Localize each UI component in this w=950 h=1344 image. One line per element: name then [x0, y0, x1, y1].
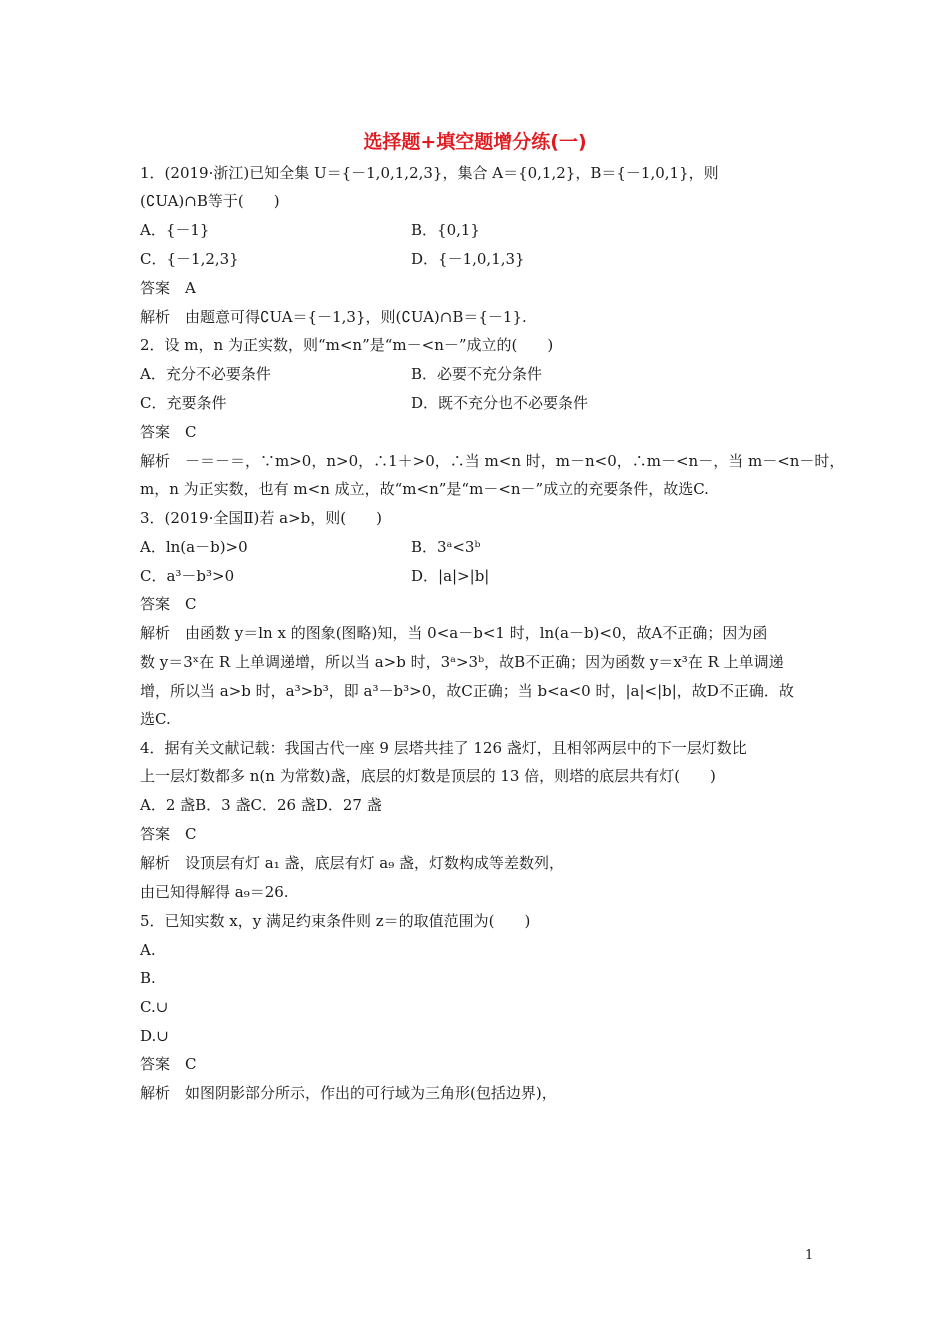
q3-option-a: A．ln(a－b)>0: [140, 538, 248, 556]
q3-analysis-line-1: 解析 由函数 y＝ln x 的图象(图略)知，当 0<a－b<1 时，ln(a－b)<0，故A不正确；因为函: [140, 624, 768, 642]
q5-analysis-line-1: 解析 如图阴影部分所示，作出的可行域为三角形(包括边界)，: [140, 1084, 557, 1102]
q1-option-d: D．{－1,0,1,3}: [411, 250, 525, 268]
q2-option-c: C．充要条件: [140, 394, 227, 412]
q2-analysis-line-2: m，n 为正实数，也有 m<n 成立，故“m<n”是“m－<n－”成立的充要条件，故选C.: [140, 480, 709, 498]
q1-option-c: C．{－1,2,3}: [140, 250, 239, 268]
q3-analysis-line-4: 选C.: [140, 710, 171, 728]
q2-option-a: A．充分不必要条件: [140, 365, 271, 383]
q2-option-b: B．必要不充分条件: [411, 365, 543, 383]
q4-analysis-line-1: 解析 设顶层有灯 a₁ 盏，底层有灯 a₉ 盏，灯数构成等差数列，: [140, 854, 564, 872]
q2-analysis-line-1: 解析 －＝－＝，∵m>0，n>0，∴1＋>0，∴当 m<n 时，m－n<0，∴m－<n－，当 m－<n－时，: [140, 452, 845, 470]
q1-stem-line-1: 1．(2019·浙江)已知全集 U＝{－1,0,1,2,3}，集合 A＝{0,1,2}，B＝{－1,0,1}，则: [140, 164, 719, 182]
q2-answer: 答案 C: [140, 423, 197, 441]
page-title: 选择题+填空题增分练(一): [363, 131, 587, 153]
q3-option-b: B．3ᵃ<3ᵇ: [411, 538, 481, 556]
q2-stem-line-1: 2．设 m，n 为正实数，则“m<n”是“m－<n－”成立的( ): [140, 336, 554, 354]
q3-analysis-line-3: 增，所以当 a>b 时，a³>b³，即 a³－b³>0，故C正确；当 b<a<0 时，|a|<|b|，故D不正确．故: [140, 682, 794, 700]
q5-answer: 答案 C: [140, 1055, 197, 1073]
q1-option-a: A．{－1}: [140, 221, 210, 239]
q1-option-b: B．{0,1}: [411, 221, 480, 239]
q1-answer: 答案 A: [140, 279, 196, 297]
q3-option-c: C．a³－b³>0: [140, 567, 235, 585]
page-number: 1: [805, 1248, 814, 1263]
q5-option-b: B.: [140, 969, 156, 987]
q4-stem-line-2: 上一层灯数都多 n(n 为常数)盏，底层的灯数是顶层的 13 倍，则塔的底层共有灯( ): [140, 767, 716, 785]
q5-option-c: C.∪: [140, 998, 169, 1016]
q2-option-d: D．既不充分也不必要条件: [411, 394, 589, 412]
q3-answer: 答案 C: [140, 595, 197, 613]
q3-analysis-line-2: 数 y＝3ˣ在 R 上单调递增，所以当 a>b 时，3ᵃ>3ᵇ，故B不正确；因为函数 y＝x³在 R 上单调递: [140, 653, 784, 671]
q3-option-d: D．|a|>|b|: [411, 567, 490, 585]
q4-answer: 答案 C: [140, 825, 197, 843]
q4-options: A．2 盏B．3 盏C．26 盏D．27 盏: [140, 796, 382, 814]
q4-analysis-line-2: 由已知得解得 a₉＝26.: [140, 883, 289, 901]
q1-stem-line-2: (∁UA)∩B等于( ): [140, 192, 280, 210]
q5-option-a: A.: [140, 941, 156, 959]
q5-stem-line-1: 5．已知实数 x，y 满足约束条件则 z＝的取值范围为( ): [140, 912, 531, 930]
q4-stem-line-1: 4．据有关文献记载：我国古代一座 9 层塔共挂了 126 盏灯，且相邻两层中的下一层灯数比: [140, 739, 747, 757]
q1-analysis-line-1: 解析 由题意可得∁UA＝{－1,3}，则(∁UA)∩B＝{－1}.: [140, 308, 527, 326]
q3-stem-line-1: 3．(2019·全国Ⅱ)若 a>b，则( ): [140, 509, 382, 527]
q5-option-d: D.∪: [140, 1027, 169, 1045]
